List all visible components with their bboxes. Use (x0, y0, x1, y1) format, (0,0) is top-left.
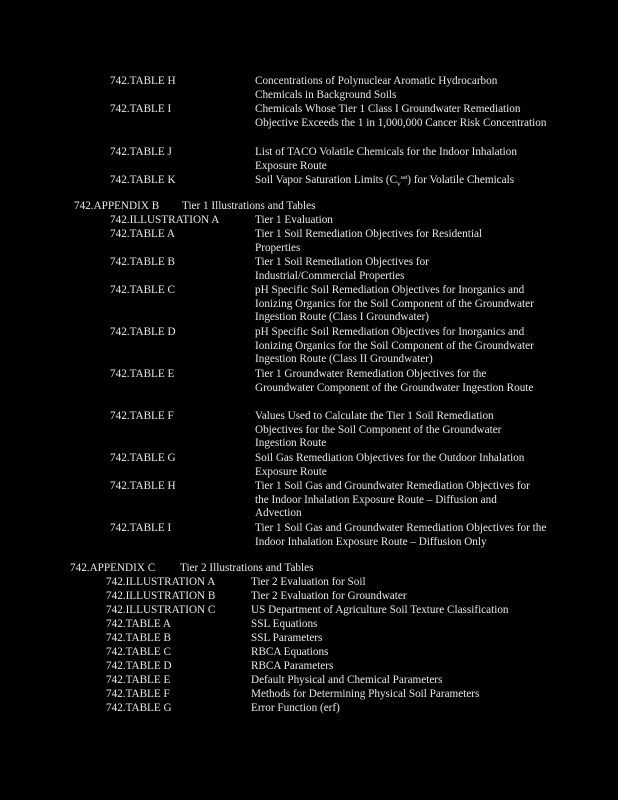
toc-description: pH Specific Soil Remediation Objectives for Inorganics and Ionizing Organics for the Soil Component of the Groundwater Ingestion Route (Class II Groundwater) (255, 326, 534, 365)
toc-entry (106, 646, 546, 660)
toc-description: RBCA Parameters (251, 660, 334, 672)
toc-code: 742.TABLE K (110, 174, 176, 186)
toc-description: Soil Gas Remediation Objectives for the Outdoor Inhalation Exposure Route (255, 452, 525, 478)
toc-entry (110, 228, 550, 256)
toc-entry (110, 410, 550, 452)
toc-entry (106, 674, 546, 688)
toc-code: 742.TABLE H (110, 75, 176, 87)
desc-text: ) for Volatile Chemicals (407, 174, 515, 186)
toc-description: Tier 1 Evaluation (255, 214, 333, 226)
toc-entry (110, 368, 550, 410)
toc-entry (110, 75, 550, 103)
toc-entry (110, 452, 550, 480)
toc-description: Concentrations of Polynuclear Aromatic Hydrocarbon Chemicals in Background Soils (255, 75, 498, 101)
toc-entry (110, 174, 550, 188)
toc-code: 742.TABLE B (110, 256, 175, 268)
toc-entry (106, 632, 546, 646)
toc-code: 742.TABLE H (110, 480, 176, 492)
toc-entry (110, 284, 550, 326)
toc-description: Tier 1 Soil Gas and Groundwater Remediation Objectives for the Indoor Inhalation Exposure Route – Diffusion Only (255, 522, 547, 548)
toc-description: Tier 1 Soil Remediation Objectives for Residential Properties (255, 228, 483, 254)
toc-code: 742.TABLE I (110, 103, 172, 115)
toc-description: List of TACO Volatile Chemicals for the Indoor Inhalation Exposure Route (255, 146, 517, 172)
toc-entry (110, 326, 550, 368)
toc-code: 742.TABLE F (110, 410, 174, 422)
toc-entry (106, 576, 546, 590)
toc-code: 742.TABLE A (106, 618, 171, 630)
toc-description: Tier 1 Soil Remediation Objectives for Industrial/Commercial Properties (255, 256, 429, 282)
toc-code: 742.TABLE B (106, 632, 171, 644)
toc-description: SSL Parameters (251, 632, 323, 644)
toc-entry (110, 480, 550, 522)
toc-entry (106, 660, 546, 674)
toc-entry (106, 688, 546, 702)
toc-description: Default Physical and Chemical Parameters (251, 674, 443, 686)
toc-entry (110, 146, 550, 174)
toc-code: 742.TABLE I (110, 522, 172, 534)
toc-code: 742.ILLUSTRATION A (106, 576, 216, 588)
appendix-title: Tier 1 Illustrations and Tables (182, 200, 316, 212)
appendix-c-heading (70, 562, 314, 576)
toc-code: 742.TABLE E (106, 674, 171, 686)
toc-code: 742.ILLUSTRATION A (110, 214, 220, 226)
toc-description: Methods for Determining Physical Soil Parameters (251, 688, 480, 700)
toc-description: Tier 2 Evaluation for Groundwater (251, 590, 407, 602)
toc-description: RBCA Equations (251, 646, 329, 658)
toc-entry (106, 604, 546, 618)
toc-description: Tier 2 Evaluation for Soil (251, 576, 366, 588)
toc-description: Chemicals Whose Tier 1 Class I Groundwater Remediation Objective Exceeds the 1 in 1,000,000 Cancer Risk Concentration (255, 103, 547, 129)
toc-description (255, 174, 550, 192)
toc-code: 742.TABLE D (106, 660, 172, 672)
toc-code: 742.TABLE F (106, 688, 170, 700)
toc-description: SSL Equations (251, 618, 318, 630)
toc-entry (110, 103, 550, 145)
toc-description: US Department of Agriculture Soil Texture Classification (251, 604, 509, 616)
toc-code: 742.TABLE G (110, 452, 176, 464)
toc-code: 742.TABLE C (110, 284, 175, 296)
toc-code: 742.ILLUSTRATION B (106, 590, 216, 602)
toc-description: Tier 1 Groundwater Remediation Objectives for the Groundwater Component of the Groundwater Ingestion Route (255, 368, 534, 394)
toc-description: pH Specific Soil Remediation Objectives for Inorganics and Ionizing Organics for the Soil Component of the Groundwater Ingestion Route (Class I Groundwater) (255, 284, 534, 323)
toc-code: 742.TABLE E (110, 368, 175, 380)
toc-entry (110, 256, 550, 284)
appendix-title: Tier 2 Illustrations and Tables (180, 562, 314, 574)
toc-code: 742.TABLE C (106, 646, 171, 658)
subscript-v: v (397, 180, 401, 189)
toc-description: Tier 1 Soil Gas and Groundwater Remediation Objectives for the Indoor Inhalation Exposure Route – Diffusion and Advection (255, 480, 530, 519)
toc-code: 742.TABLE J (110, 146, 172, 158)
toc-entry (106, 618, 546, 632)
toc-code: 742.TABLE A (110, 228, 175, 240)
toc-code: 742.TABLE G (106, 702, 172, 714)
toc-entry (106, 702, 546, 716)
toc-entry (106, 590, 546, 604)
toc-entry (110, 522, 550, 550)
appendix-b-heading (74, 200, 316, 214)
toc-code: 742.TABLE D (110, 326, 176, 338)
superscript-sat: sat (400, 175, 408, 181)
appendix-label: 742.APPENDIX C (70, 562, 156, 574)
appendix-label: 742.APPENDIX B (74, 200, 160, 212)
toc-code: 742.ILLUSTRATION C (106, 604, 216, 616)
toc-description: Values Used to Calculate the Tier 1 Soil Remediation Objectives for the Soil Component of the Groundwater Ingestion Route (255, 410, 502, 449)
toc-entry (110, 214, 550, 228)
desc-text: Soil Vapor Saturation Limits (C (255, 174, 398, 186)
toc-description: Error Function (erf) (251, 702, 340, 714)
